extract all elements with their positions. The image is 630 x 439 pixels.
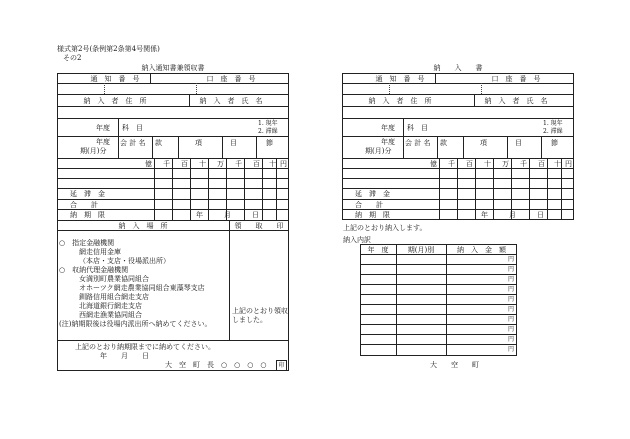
sub-number: その2 [63, 54, 82, 62]
left-digit-sen: 千 [163, 160, 170, 168]
left-nendo-2: 年度 [96, 138, 110, 146]
right-kan: 款 [440, 139, 447, 147]
right-digit-en: 円 [565, 160, 572, 168]
right-digit-oku: 億 [430, 160, 437, 168]
left-ko: 項 [195, 139, 202, 147]
right-period: 期(月)分 [365, 147, 392, 155]
right-digit-sen: 千 [448, 160, 455, 168]
right-entaikin: 延 滞 金 [355, 190, 390, 198]
right-paid-note: 上記のとおり納入します。 [343, 224, 427, 232]
right-note-taikuri: 2. 滞繰 [543, 128, 563, 135]
yen-unit: 円 [508, 276, 515, 283]
form-number: 様式第2号(条例第2条第4号関係) [57, 45, 160, 53]
left-chief: 大 空 町 長 ○ ○ ○ ○ [165, 361, 267, 369]
right-digit-ju2: 十 [554, 160, 561, 168]
right-moku: 目 [515, 139, 522, 147]
right-digit-hyaku2: 百 [538, 160, 545, 168]
left-note-genen: 1. 現年 [258, 120, 278, 127]
left-received-note-1: 上記のとおり領収 [232, 307, 288, 315]
left-koza-bango: 口 座 番 号 [206, 75, 256, 83]
right-nonyusha-jusho: 納 入 者 住 所 [368, 97, 432, 105]
right-nokigen: 納 期 限 [355, 211, 390, 219]
right-koza-bango: 口 座 番 号 [491, 75, 541, 83]
yen-unit: 円 [508, 346, 515, 353]
left-place-4: 女満別町農業協同組合 [79, 275, 149, 283]
left-nokigen: 納 期 限 [70, 211, 105, 219]
bd-amount-header: 納 入 金 額 [457, 246, 506, 254]
left-bottom-note: 上記のとおり納期限までに納めてください。 [75, 343, 215, 351]
left-place-note: (注)納期限後は役場内派出所へ納めてください。 [59, 320, 212, 328]
right-kamoku: 科 目 [407, 124, 428, 132]
left-place-8: 西網走漁業協同組合 [79, 311, 142, 319]
left-place-6: 釧路信用組合網走支店 [79, 293, 149, 301]
right-nokigen-date: 年 月 日 [481, 211, 544, 219]
right-digit-hyaku: 百 [466, 160, 473, 168]
left-received-note-2: しました。 [232, 316, 267, 324]
yen-unit: 円 [508, 306, 515, 313]
left-kaikei-mei: 会 計 名 [120, 139, 146, 147]
left-nonyu-basho: 納 入 場 所 [118, 222, 168, 230]
right-kaikei-mei: 会 計 名 [405, 139, 431, 147]
yen-unit: 円 [508, 296, 515, 303]
right-town: 大 空 町 [430, 361, 479, 369]
left-digit-oku: 億 [145, 160, 152, 168]
left-period: 期(月)分 [80, 147, 107, 155]
yen-unit: 円 [508, 286, 515, 293]
right-nendo: 年度 [381, 124, 395, 132]
right-digit-sen2: 千 [520, 160, 527, 168]
yen-unit: 円 [508, 256, 515, 263]
left-ryoshu-in: 領 取 印 [234, 222, 284, 230]
left-bottom-date: 年 月 日 [100, 352, 149, 360]
yen-unit: 円 [508, 316, 515, 323]
left-digit-hyaku: 百 [181, 160, 188, 168]
seal-icon: 印 [276, 360, 287, 371]
right-setsu: 節 [551, 139, 558, 147]
right-ko: 項 [480, 139, 487, 147]
yen-unit: 円 [508, 266, 515, 273]
left-place-5: オホーツク網走農業協同組合東藻琴支店 [79, 284, 205, 292]
left-kan: 款 [155, 139, 162, 147]
right-nendo-2: 年度 [381, 138, 395, 146]
left-digit-sen2: 千 [235, 160, 242, 168]
left-place-2: （本店・支店・役場派出所） [79, 257, 170, 265]
yen-unit: 円 [508, 326, 515, 333]
right-nonyusha-shimei: 納 入 者 氏 名 [484, 97, 548, 105]
left-nonyusha-jusho: 納 入 者 住 所 [83, 97, 147, 105]
left-setsu: 節 [266, 139, 273, 147]
right-note-genen: 1. 現年 [543, 120, 563, 127]
left-digit-ju: 十 [199, 160, 206, 168]
right-title: 納 入 書 [433, 64, 483, 72]
left-place-0: ○ 指定金融機関 [59, 239, 115, 247]
left-place-7: 北海道銀行網走支店 [79, 302, 142, 310]
left-kamoku: 科 目 [122, 124, 143, 132]
left-place-1: 網走信用金庫 [79, 248, 121, 256]
bd-nendo-header: 年 度 [367, 246, 389, 254]
left-title: 納入通知書兼領収書 [141, 64, 205, 72]
breakdown-table [360, 244, 517, 356]
left-nendo: 年度 [96, 124, 110, 132]
yen-unit: 円 [508, 336, 515, 343]
left-note-taikuri: 2. 滞繰 [258, 128, 278, 135]
left-digit-en: 円 [280, 160, 287, 168]
right-digit-ju: 十 [484, 160, 491, 168]
left-digit-hyaku2: 百 [253, 160, 260, 168]
left-digit-ju2: 十 [269, 160, 276, 168]
left-digit-man: 万 [217, 160, 224, 168]
left-gokei: 合 計 [70, 201, 98, 209]
bd-period-header: 期(月)別 [407, 246, 435, 254]
breakdown-title: 納入内訳 [343, 236, 371, 244]
left-tsuchi-bango: 通 知 番 号 [90, 75, 140, 83]
left-entaikin: 延 滞 金 [70, 190, 105, 198]
right-tsuchi-bango: 通 知 番 号 [375, 75, 425, 83]
left-nonyusha-shimei: 納 入 者 氏 名 [199, 97, 263, 105]
left-moku: 目 [230, 139, 237, 147]
left-nokigen-date: 年 月 日 [196, 211, 259, 219]
left-place-3: ○ 収納代理金融機関 [59, 266, 129, 274]
right-digit-man: 万 [502, 160, 509, 168]
right-gokei: 合 計 [355, 201, 383, 209]
